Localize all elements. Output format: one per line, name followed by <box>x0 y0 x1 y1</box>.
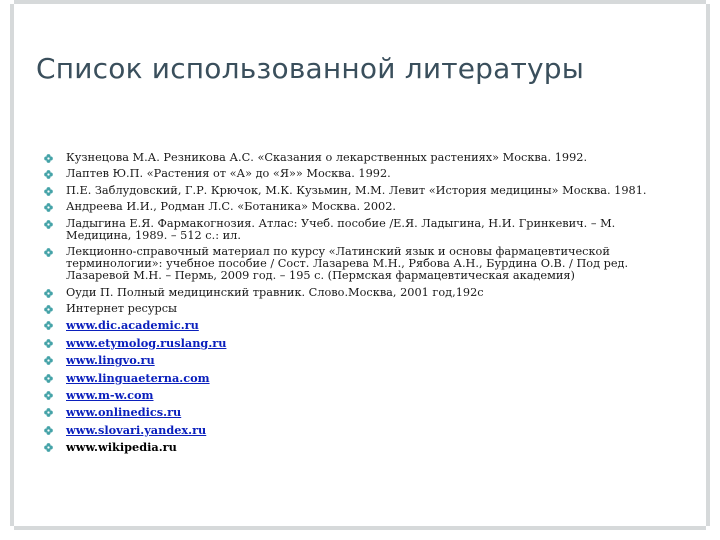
reference-text: Андреева И.И., Родман Л.С. «Ботаника» Москва. 2002. <box>66 200 396 214</box>
flower-bullet-icon <box>44 408 53 417</box>
reference-item <box>44 287 684 299</box>
web-resource-item <box>44 319 684 332</box>
web-resource-link[interactable]: www.onlinedics.ru <box>66 405 182 420</box>
reference-item <box>44 152 684 164</box>
web-resource-link[interactable]: www.etymolog.ruslang.ru <box>66 335 227 350</box>
flower-bullet-icon <box>44 305 53 314</box>
slide-frame-top <box>14 0 706 4</box>
flower-bullet-icon <box>44 426 53 435</box>
web-resource-item <box>44 389 684 402</box>
reference-item <box>44 201 684 213</box>
web-resource-item <box>44 354 684 367</box>
web-resource-item <box>44 372 684 385</box>
flower-bullet-icon <box>44 203 53 212</box>
reference-text: Лекционно-справочный материал по курсу «Латинский язык и основы фармацевтической терминологии»: учебное пособие / Сост. Лазарева М.Н., Рябова А.Н., Бурдина О.В. / Под ред. Лазаревой М.Н. – Пермь, 2009 год. – 195 с. (Пермская фармацевтическая академия) <box>66 245 629 283</box>
flower-bullet-icon <box>44 391 53 400</box>
flower-bullet-icon <box>44 374 53 383</box>
flower-bullet-icon <box>44 443 53 452</box>
web-resource-link[interactable]: www.slovari.yandex.ru <box>66 422 207 437</box>
flower-bullet-icon <box>44 321 53 330</box>
reference-text: Ладыгина Е.Я. Фармакогнозия. Атлас: Учеб. пособие /Е.Я. Ладыгина, Н.И. Гринкевич. – М. Медицина, 1989. – 512 с.: ил. <box>66 216 616 242</box>
reference-list <box>44 152 684 459</box>
web-resource-item <box>44 441 684 454</box>
flower-bullet-icon <box>44 248 53 257</box>
reference-item <box>44 246 684 282</box>
reference-item <box>44 303 684 315</box>
web-resource-link[interactable]: www.dic.academic.ru <box>66 318 199 333</box>
reference-text: Лаптев Ю.П. «Растения от «А» до «Я»» Москва. 1992. <box>66 167 391 181</box>
slide-frame-left <box>10 4 14 526</box>
web-resource-link[interactable]: www.lingvo.ru <box>66 353 155 368</box>
web-resource-link[interactable]: www.m-w.com <box>66 387 154 402</box>
reference-text: Кузнецова М.А. Резникова А.С. «Сказания о лекарственных растениях» Москва. 1992. <box>66 151 588 164</box>
reference-item <box>44 185 684 197</box>
flower-bullet-icon <box>44 339 53 348</box>
flower-bullet-icon <box>44 356 53 365</box>
web-resource-text: www.wikipedia.ru <box>66 440 177 455</box>
flower-bullet-icon <box>44 289 53 298</box>
web-resource-link[interactable]: www.linguaeterna.com <box>66 370 210 385</box>
slide-title: Список использованной литературы <box>36 52 585 85</box>
reference-text: Оуди П. Полный медицинский травник. Слово.Москва, 2001 год,192с <box>66 285 484 299</box>
flower-bullet-icon <box>44 187 53 196</box>
reference-text: П.Е. Заблудовский, Г.Р. Крючок, М.К. Кузьмин, М.М. Левит «История медицины» Москва. 1981. <box>66 183 647 197</box>
web-resource-item <box>44 406 684 419</box>
flower-bullet-icon <box>44 220 53 229</box>
reference-text: Интернет ресурсы <box>66 302 178 316</box>
slide-frame-right <box>706 4 710 526</box>
flower-bullet-icon <box>44 154 53 163</box>
slide-frame-bottom <box>14 526 706 530</box>
reference-item <box>44 218 684 242</box>
flower-bullet-icon <box>44 170 53 179</box>
web-resource-item <box>44 424 684 437</box>
reference-item <box>44 168 684 180</box>
web-resource-item <box>44 337 684 350</box>
